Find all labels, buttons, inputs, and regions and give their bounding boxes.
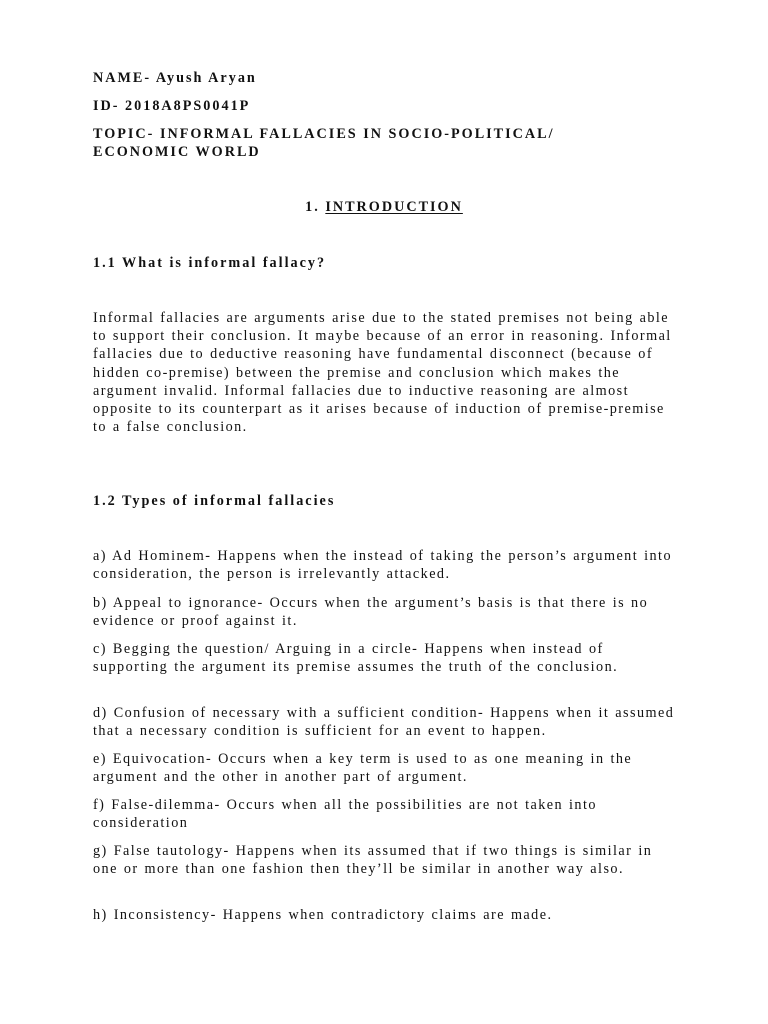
section-heading-introduction bbox=[0, 198, 768, 216]
student-name: NAME- Ayush Aryan bbox=[93, 70, 257, 86]
fallacy-item-d: d) Confusion of necessary with a sufficient condition- Happens when it assumed that a necessary condition is sufficient for an event to happen. bbox=[93, 705, 675, 740]
fallacy-item-c: c) Begging the question/ Arguing in a circle- Happens when instead of supporting the argument its premise assumes the truth of the conclusion. bbox=[93, 641, 619, 676]
paragraph-informal-fallacy: Informal fallacies are arguments arise due to the stated premises not being able to support their conclusion. It maybe because of an error in reasoning. Informal fallacies due to deductive reasoning have fundamental disconnect (because of hidden co-premise) between the premise and conclusion which makes the argument invalid. Informal fallacies due to inductive reasoning are almost opposite to its counterpart as it arises because of induction of premise-premise to a false conclusion. bbox=[93, 310, 672, 436]
student-id: ID- 2018A8PS0041P bbox=[93, 98, 251, 114]
fallacy-item-b: b) Appeal to ignorance- Occurs when the argument’s basis is that there is no evidence or proof against it. bbox=[93, 595, 649, 630]
topic-line-2: ECONOMIC WORLD bbox=[93, 144, 261, 160]
subsection-heading-1-2: 1.2 Types of informal fallacies bbox=[93, 493, 336, 509]
fallacy-item-f: f) False-dilemma- Occurs when all the possibilities are not taken into consideration bbox=[93, 797, 597, 832]
section-number: 1. bbox=[305, 199, 320, 215]
fallacy-item-h: h) Inconsistency- Happens when contradictory claims are made. bbox=[93, 907, 553, 923]
subsection-heading-1-1: 1.1 What is informal fallacy? bbox=[93, 255, 327, 271]
topic-line-1: TOPIC- INFORMAL FALLACIES IN SOCIO-POLITICAL/ bbox=[93, 126, 555, 142]
fallacy-item-g: g) False tautology- Happens when its assumed that if two things is similar in one or more than one fashion then they’ll be similar in another way also. bbox=[93, 843, 653, 878]
section-title: INTRODUCTION bbox=[325, 199, 463, 215]
fallacy-item-e: e) Equivocation- Occurs when a key term is used to as one meaning in the argument and the other in another part of argument. bbox=[93, 751, 633, 786]
fallacy-item-a: a) Ad Hominem- Happens when the instead of taking the person’s argument into consideration, the person is irrelevantly attacked. bbox=[93, 548, 672, 583]
